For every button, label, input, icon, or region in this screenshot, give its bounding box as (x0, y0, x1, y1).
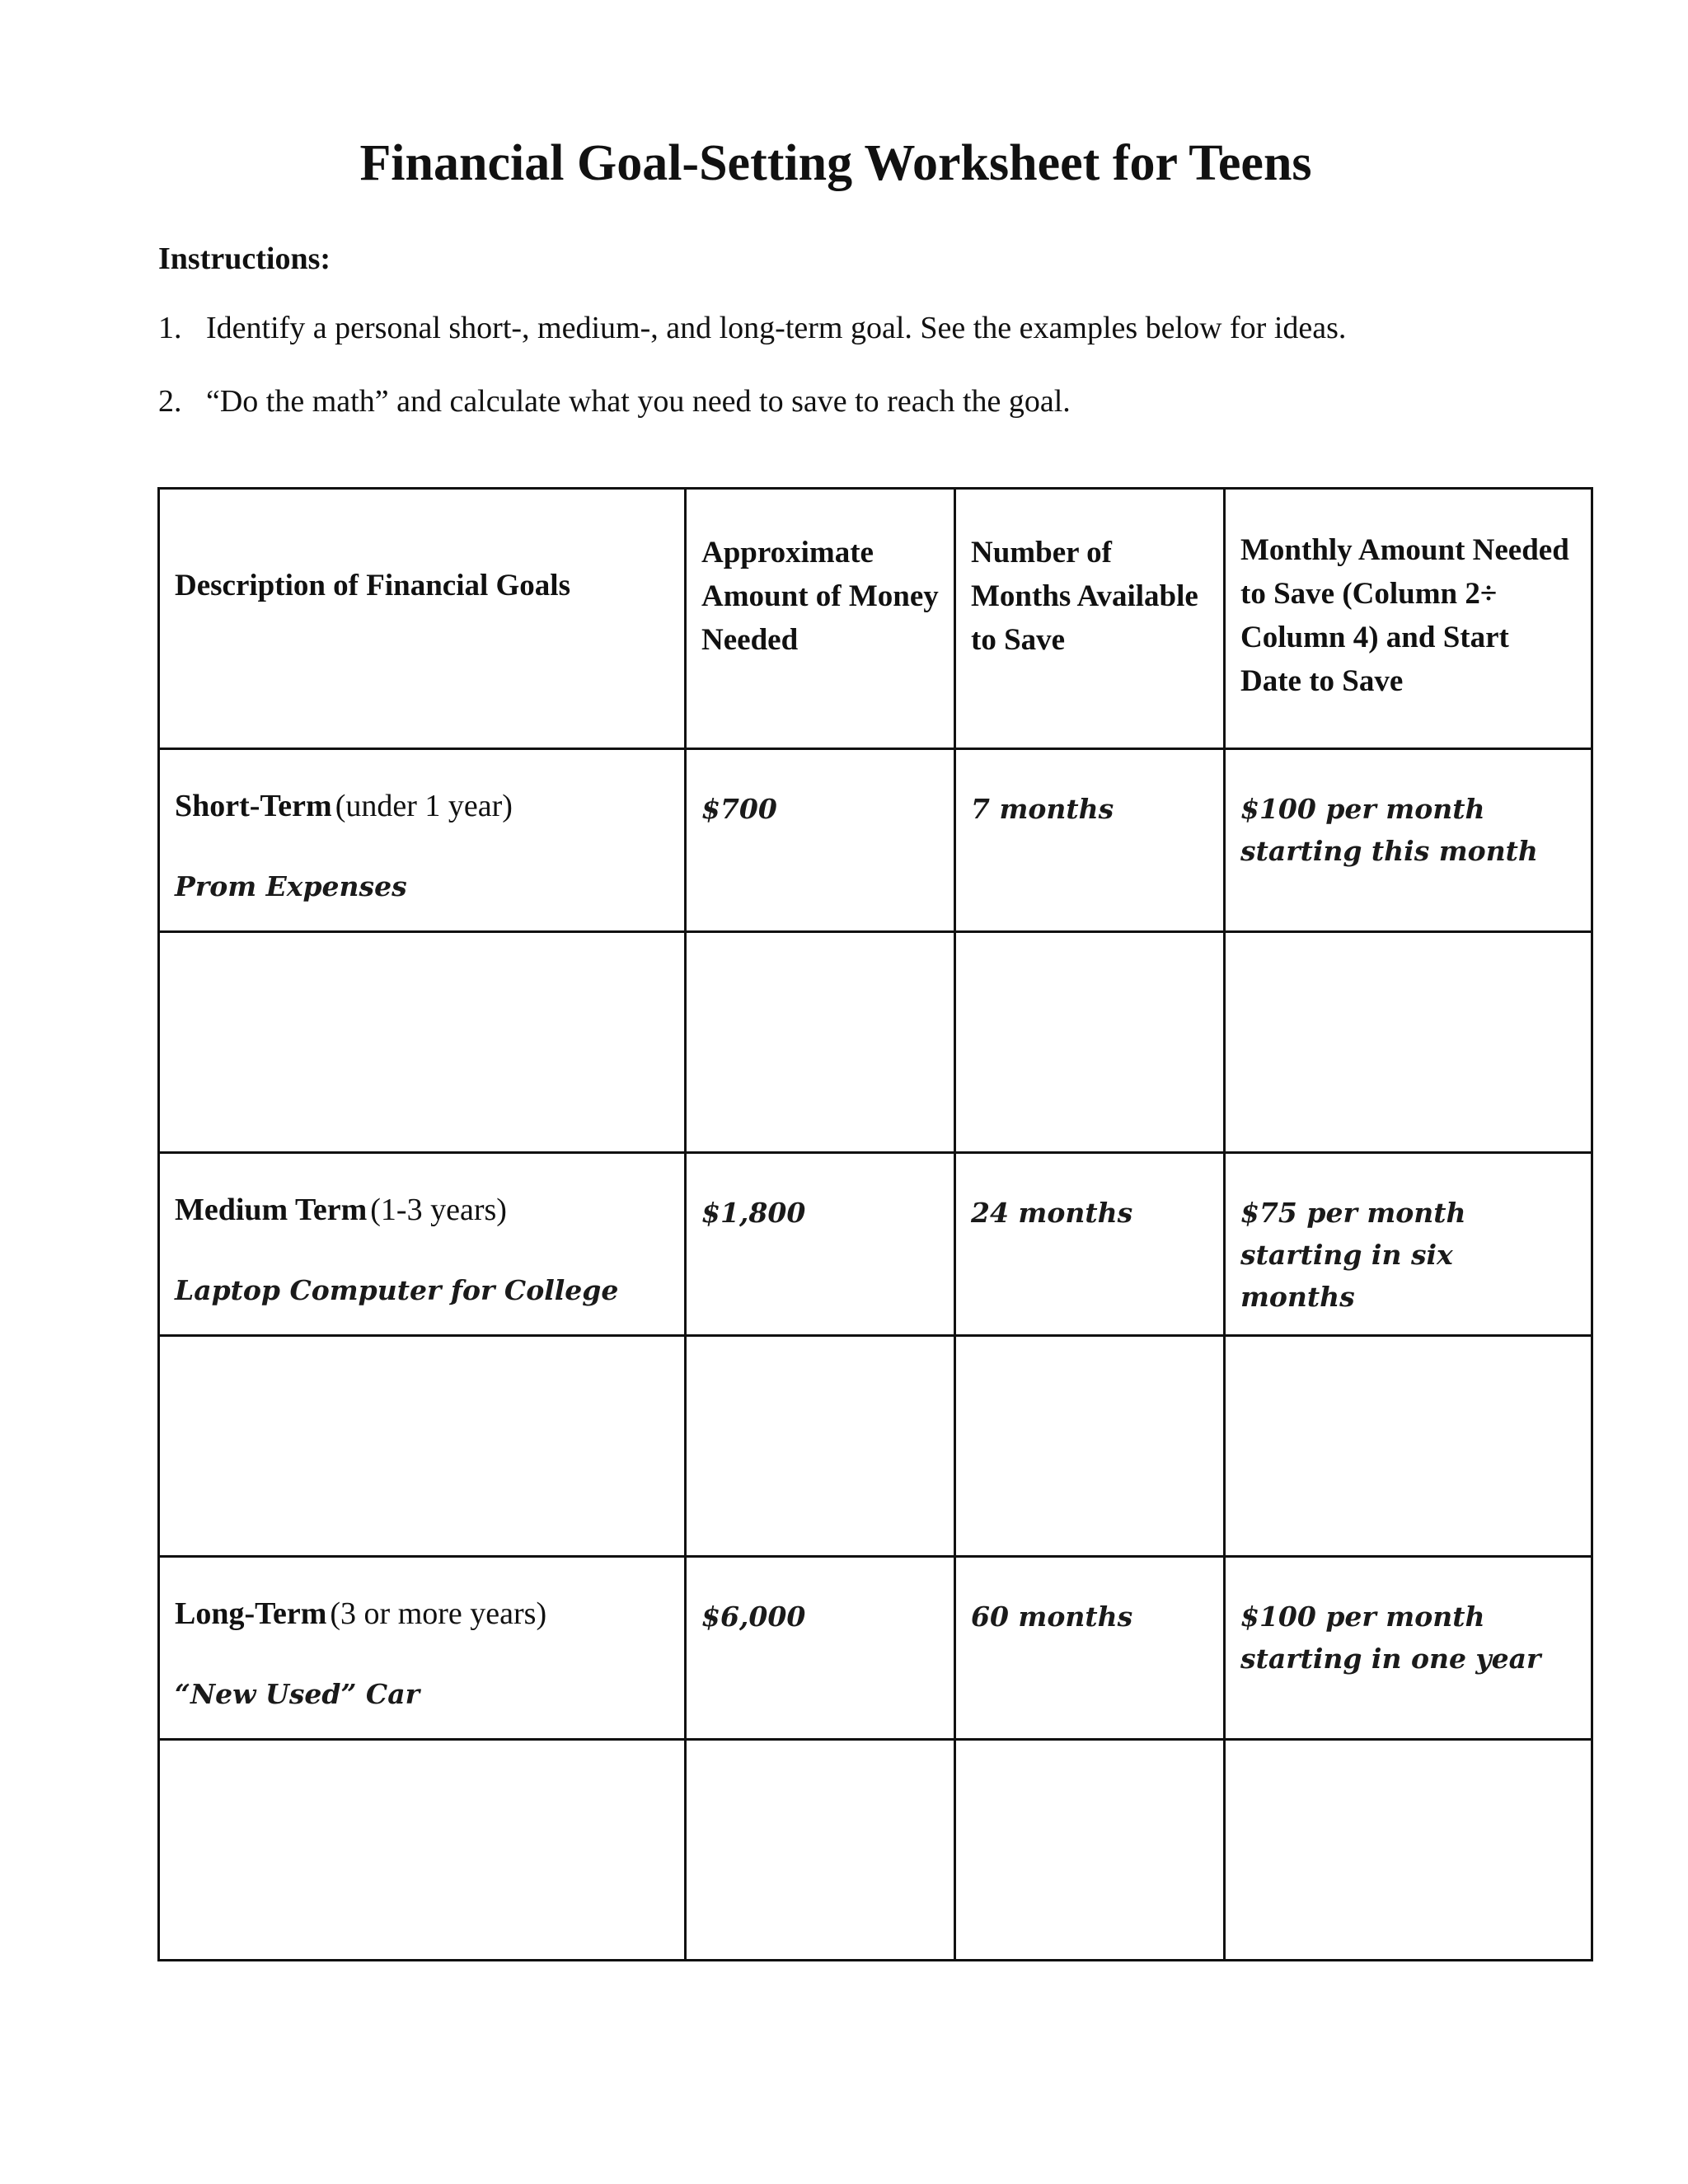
blank-months-cell[interactable] (955, 1740, 1225, 1961)
header-amount: Approximate Amount of Money Needed (686, 489, 955, 749)
term-name: Long-Term (175, 1596, 327, 1631)
blank-monthly-cell[interactable] (1225, 1740, 1592, 1961)
months-cell: 60 months (955, 1557, 1225, 1740)
page-title: Financial Goal-Setting Worksheet for Teens (359, 135, 1312, 191)
monthly-cell: $75 per month starting in six months (1225, 1153, 1592, 1336)
table-row-blank (159, 1336, 1592, 1557)
amount-cell: $1,800 (686, 1153, 955, 1336)
instruction-text: Identify a personal short-, medium-, and long-term goal. See the examples below for ideas. (206, 311, 1347, 345)
months-cell: 24 months (955, 1153, 1225, 1336)
example-goal: Prom Expenses (175, 869, 407, 902)
term-range: (1-3 years) (370, 1193, 507, 1227)
instructions-heading: Instructions: (158, 241, 331, 276)
goal-description-cell (159, 1153, 686, 1336)
goal-description-cell (159, 749, 686, 932)
amount-cell: $700 (686, 749, 955, 932)
table-row-blank (159, 932, 1592, 1153)
blank-months-cell[interactable] (955, 932, 1225, 1153)
table-row (159, 1153, 1592, 1336)
instruction-item (158, 383, 1071, 419)
table-row (159, 1557, 1592, 1740)
term-range: (3 or more years) (330, 1596, 547, 1631)
header-monthly: Monthly Amount Needed to Save (Column 2÷ Column 4) and Start Date to Save (1225, 489, 1592, 749)
blank-amount-cell[interactable] (686, 1336, 955, 1557)
header-description: Description of Financial Goals (159, 489, 686, 749)
amount-cell: $6,000 (686, 1557, 955, 1740)
table-row (159, 749, 1592, 932)
blank-amount-cell[interactable] (686, 1740, 955, 1961)
instruction-number: 1. (158, 311, 182, 345)
blank-description-cell[interactable] (159, 932, 686, 1153)
table-header-row (159, 489, 1592, 749)
monthly-cell: $100 per month starting in one year (1225, 1557, 1592, 1740)
blank-description-cell[interactable] (159, 1740, 686, 1961)
example-goal: Laptop Computer for College (175, 1273, 619, 1306)
table-row-blank (159, 1740, 1592, 1961)
example-goal: “New Used” Car (175, 1677, 420, 1710)
blank-description-cell[interactable] (159, 1336, 686, 1557)
blank-amount-cell[interactable] (686, 932, 955, 1153)
term-range: (under 1 year) (335, 789, 513, 823)
instruction-item (158, 310, 1346, 346)
blank-months-cell[interactable] (955, 1336, 1225, 1557)
term-name: Short-Term (175, 789, 332, 823)
goals-table (157, 487, 1593, 1961)
monthly-cell: $100 per month starting this month (1225, 749, 1592, 932)
term-name: Medium Term (175, 1193, 368, 1227)
blank-monthly-cell[interactable] (1225, 1336, 1592, 1557)
months-cell: 7 months (955, 749, 1225, 932)
header-months: Number of Months Available to Save (955, 489, 1225, 749)
blank-monthly-cell[interactable] (1225, 932, 1592, 1153)
instruction-text: “Do the math” and calculate what you need to save to reach the goal. (206, 384, 1071, 419)
goal-description-cell (159, 1557, 686, 1740)
instruction-number: 2. (158, 384, 182, 419)
